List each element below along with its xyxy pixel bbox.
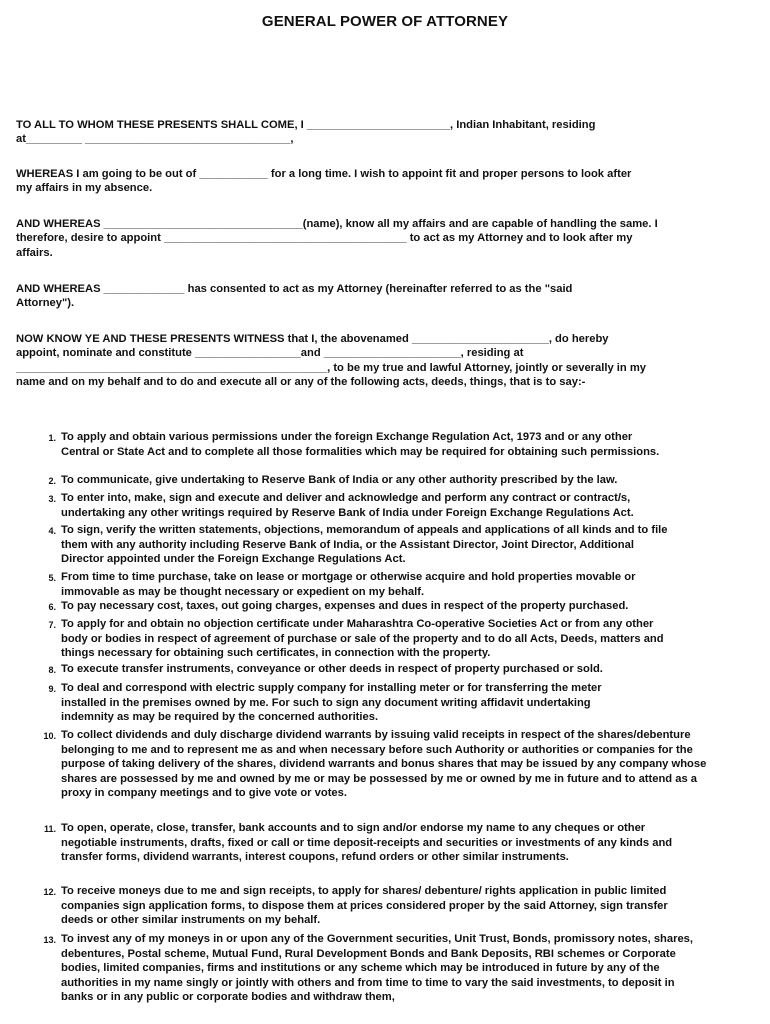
list-item [16,491,752,520]
list-item-text: To apply for and obtain no objection certificate under Maharashtra Co-operative Societies Act or from any other body or bodies in respect of agreement of purchase or sale of the property and to do all Acts, Deeds, matters and things necessary for obtaining such certificates, in connection with the property. [61,618,664,660]
list-item-text: To apply and obtain various permissions under the foreign Exchange Regulation Act, 1973 and or any other Central or State Act and to complete all those formalities which may be required for obtaining such permissions. [61,431,660,458]
list-item-text: To open, operate, close, transfer, bank accounts and to sign and/or endorse my name to any cheques or other negotiable instruments, drafts, fixed or call or time deposit-receipts and securities or investments of any kinds and transfer forms, dividend warrants, interest coupons, refund orders or other similar instruments. [61,822,673,864]
list-item [16,681,752,725]
list-item-number: 9. [48,684,56,694]
list-item-number: 7. [48,620,56,630]
list-item [16,570,752,599]
list-item-text: To enter into, make, sign and execute and deliver and acknowledge and perform any contract or contract/s, undertaking any other writings required by Reserve Bank of India under Foreign Exchange Regulations Act. [61,492,634,519]
list-item [16,430,752,459]
list-item-text: To pay necessary cost, taxes, out going charges, expenses and dues in respect of the property purchased. [61,600,629,612]
list-item-text: To invest any of my moneys in or upon any of the Government securities, Unit Trust, Bonds, promissory notes, shares, debentures, Postal scheme, Mutual Fund, Rural Development Bonds and Bank Deposits, RBI schemes or Corporate bodies, limited companies, firms and institutions or any scheme which may be introduced in future by any of the authorities in my name singly or jointly with others and from time to time to vary the said investments, to deposit in banks or in any public or corporate bodies and withdraw them, [61,933,694,1004]
preamble-paragraph: TO ALL TO WHOM THESE PRESENTS SHALL COME, I _______________________, Indian Inhabitant, residing at_________ _________________________________, [16,119,596,146]
list-item-number: 12. [43,887,56,897]
witness-paragraph: NOW KNOW YE AND THESE PRESENTS WITNESS that I, the abovenamed ______________________, do hereby appoint, nominate and constitute _________________and ______________________, residing at __________________________________________________, to be my true and lawful Attorney, jointly or severally in my name and on my behalf and to do and execute all or any of the following acts, deeds, things, that is to say:- [16,333,647,389]
list-item-number: 6. [48,602,56,612]
list-item-number: 3. [48,494,56,504]
list-item-number: 4. [48,526,56,536]
list-item [16,617,752,661]
list-item [16,728,752,801]
list-item-text: To communicate, give undertaking to Reserve Bank of India or any other authority prescribed by the law. [61,474,618,486]
list-item [16,523,752,567]
list-item-number: 13. [43,935,56,945]
list-item-text: To deal and correspond with electric supply company for installing meter or for transferring the meter installed in the premises owned by me. For such to sign any document writing affidavit undertaking indemnity as may be required by the concerned authorities. [61,682,602,724]
list-item-text: From time to time purchase, take on lease or mortgage or otherwise acquire and hold properties movable or immovable as may be thought necessary or expedient on my behalf. [61,571,636,598]
list-item [16,932,752,1005]
list-item-number: 1. [48,433,56,443]
list-item-text: To collect dividends and duly discharge dividend warrants by issuing valid receipts in respect of the shares/debenture belonging to me and to represent me as and when necessary before such Authority or authorities or companies for the purpose of taking delivery of the shares, dividend warrants and bonus shares that may be issued by any company whose shares are possessed by me and owned by me or may be possessed by me or owned by me in future and to attend as a proxy in company meetings and to give vote or votes. [61,729,707,800]
list-item-number: 8. [48,665,56,675]
list-item-number: 11. [43,824,56,834]
list-item-text: To sign, verify the written statements, objections, memorandum of appeals and applications of all kinds and to file them with any authority including Reserve Bank of India, or the Assistant Director, Joint Director, Additional Director appointed under the Foreign Exchange Regulations Act. [61,524,668,566]
list-item-text: To execute transfer instruments, conveyance or other deeds in respect of property purchased or sold. [61,663,603,675]
list-item [16,473,752,488]
list-item-text: To receive moneys due to me and sign receipts, to apply for shares/ debenture/ rights application in public limited companies sign application forms, to dispose them at prices considered proper by the said Attorney, sign transfer deeds or other similar instruments on my behalf. [61,885,668,927]
list-item [16,599,752,614]
list-item [16,662,752,677]
list-item-number: 10. [43,731,56,741]
list-item [16,821,752,865]
whereas-paragraph: WHEREAS I am going to be out of ___________ for a long time. I wish to appoint fit and proper persons to look after my affairs in my absence. [16,168,632,195]
list-item [16,884,752,928]
list-item-number: 2. [48,476,56,486]
and-whereas-paragraph-2: AND WHEREAS _____________ has consented to act as my Attorney (hereinafter referred to as the "said Attorney"). [16,283,573,310]
list-item-number: 5. [48,573,56,583]
and-whereas-paragraph-1: AND WHEREAS ________________________________(name), know all my affairs and are capable of handling the same. I therefore, desire to appoint _______________________________________ to act as my Attorney and to look after my affairs. [16,218,658,259]
document-title: GENERAL POWER OF ATTORNEY [261,13,509,30]
